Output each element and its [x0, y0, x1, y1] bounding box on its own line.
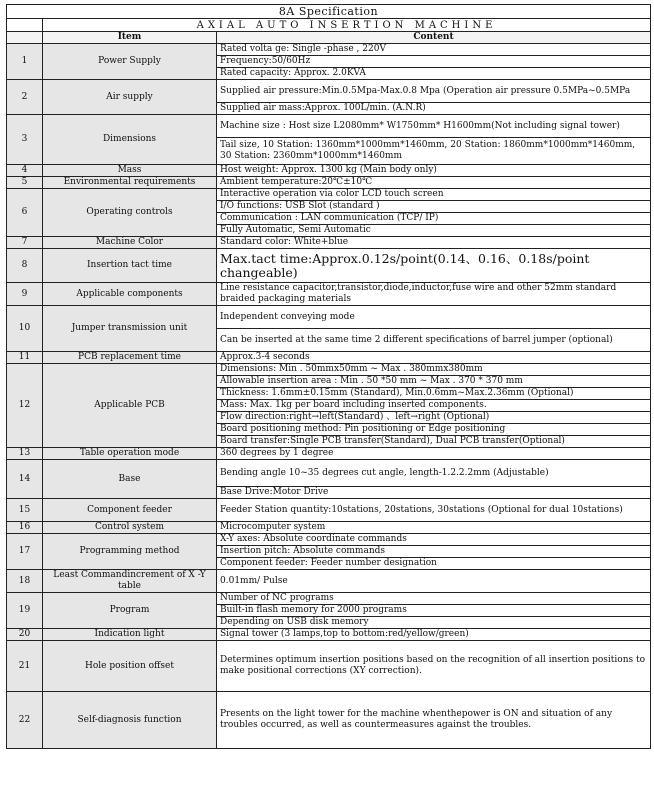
item-name: Applicable PCB — [43, 364, 217, 448]
table-row — [7, 44, 651, 56]
item-name: Control system — [43, 522, 217, 534]
item-name: Insertion tact time — [43, 249, 217, 283]
content-line: Base Drive:Motor Drive — [217, 487, 651, 499]
content-line: Number of NC programs — [217, 593, 651, 605]
item-name: Applicable components — [43, 283, 217, 306]
row-number: 19 — [7, 593, 43, 629]
content-line: Can be inserted at the same time 2 different specifications of barrel jumper (optional) — [217, 329, 651, 352]
item-name: Power Supply — [43, 44, 217, 80]
content-line: Communication : LAN communication (TCP/ IP) — [217, 213, 651, 225]
item-name: Program — [43, 593, 217, 629]
row-number: 18 — [7, 570, 43, 593]
item-name: Operating controls — [43, 189, 217, 237]
table-row — [7, 80, 651, 103]
item-name: Mass — [43, 165, 217, 177]
spec-sheet — [6, 4, 650, 749]
subtitle-spacer — [7, 19, 43, 32]
table-row — [7, 237, 651, 249]
content-line: Bending angle 10~35 degrees cut angle, length-1.2.2.2mm (Adjustable) — [217, 460, 651, 487]
content-line: X-Y axes: Absolute coordinate commands — [217, 534, 651, 546]
table-row — [7, 641, 651, 692]
table-row — [7, 249, 651, 283]
content-line: Max.tact time:Approx.0.12s/point(0.14、0.16、0.18s/point changeable) — [217, 249, 651, 283]
content-line: Fully Automatic, Semi Automatic — [217, 225, 651, 237]
table-row — [7, 593, 651, 605]
header-item: Item — [43, 32, 217, 44]
content-line: I/O functions: USB Slot (standard ) — [217, 201, 651, 213]
table-row — [7, 692, 651, 749]
item-name: Component feeder — [43, 499, 217, 522]
row-number: 10 — [7, 306, 43, 352]
content-line: Host weight: Approx. 1300 kg (Main body only) — [217, 165, 651, 177]
row-number: 21 — [7, 641, 43, 692]
content-line: Supplied air pressure:Min.0.5Mpa-Max.0.8 Mpa (Operation air pressure 0.5MPa~0.5MPa — [217, 80, 651, 103]
row-number: 16 — [7, 522, 43, 534]
item-name: Environmental requirements — [43, 177, 217, 189]
content-line: Board transfer:Single PCB transfer(Standard), Dual PCB transfer(Optional) — [217, 436, 651, 448]
row-number: 8 — [7, 249, 43, 283]
content-line: Determines optimum insertion positions based on the recognition of all insertion positions to make positional corrections (XY correction). — [217, 641, 651, 692]
content-line: Ambient temperature:20℃±10℃ — [217, 177, 651, 189]
table-row — [7, 460, 651, 487]
content-line: Interactive operation via color LCD touch screen — [217, 189, 651, 201]
item-name: Self-diagnosis function — [43, 692, 217, 749]
item-name: Table operation mode — [43, 448, 217, 460]
row-number: 9 — [7, 283, 43, 306]
row-number: 1 — [7, 44, 43, 80]
row-number: 3 — [7, 115, 43, 165]
item-name: Hole position offset — [43, 641, 217, 692]
table-row — [7, 499, 651, 522]
content-line: 0.01mm/ Pulse — [217, 570, 651, 593]
row-number: 22 — [7, 692, 43, 749]
table-row — [7, 165, 651, 177]
item-name: Least Commandincrement of X -Y table — [43, 570, 217, 593]
content-line: Tail size, 10 Station: 1360mm*1000mm*1460mm, 20 Station: 1860mm*1000mm*1460mm, 30 Station: 2360mm*1000mm*1460mm — [217, 138, 651, 165]
row-number: 7 — [7, 237, 43, 249]
row-number: 5 — [7, 177, 43, 189]
table-row — [7, 570, 651, 593]
item-name: Programming method — [43, 534, 217, 570]
content-line: Microcomputer system — [217, 522, 651, 534]
header-content: Content — [217, 32, 651, 44]
content-line: Feeder Station quantity:10stations, 20stations, 30stations (Optional for dual 10stations) — [217, 499, 651, 522]
table-row — [7, 177, 651, 189]
content-line: Built-in flash memory for 2000 programs — [217, 605, 651, 617]
content-line: Mass: Max. 1kg per board including inserted components. — [217, 400, 651, 412]
table-row — [7, 522, 651, 534]
item-name: Dimensions — [43, 115, 217, 165]
header-no — [7, 32, 43, 44]
content-line: Dimensions: Min . 50mmx50mm ~ Max . 380mmx380mm — [217, 364, 651, 376]
machine-title: AXIAL AUTO INSERTION MACHINE — [43, 19, 651, 32]
table-row — [7, 448, 651, 460]
row-number: 17 — [7, 534, 43, 570]
item-name: Air supply — [43, 80, 217, 115]
content-line: Independent conveying mode — [217, 306, 651, 329]
content-line: Depending on USB disk memory — [217, 617, 651, 629]
content-line: Allowable insertion area : Min . 50 *50 mm ~ Max . 370 * 370 mm — [217, 376, 651, 388]
item-name: Base — [43, 460, 217, 499]
content-line: Flow direction:right→left(Standard) 、left→right (Optional) — [217, 412, 651, 424]
table-row — [7, 364, 651, 376]
row-number: 2 — [7, 80, 43, 115]
row-number: 20 — [7, 629, 43, 641]
table-row — [7, 629, 651, 641]
content-line: Line resistance capacitor,transistor,diode,inductor,fuse wire and other 52mm standard braided packaging materials — [217, 283, 651, 306]
row-number: 11 — [7, 352, 43, 364]
table-row — [7, 352, 651, 364]
spec-table — [6, 4, 651, 749]
content-line: Board positioning method: Pin positioning or Edge positioning — [217, 424, 651, 436]
row-number: 6 — [7, 189, 43, 237]
content-line: Rated volta ge: Single -phase , 220V — [217, 44, 651, 56]
row-number: 4 — [7, 165, 43, 177]
table-row — [7, 283, 651, 306]
table-row — [7, 534, 651, 546]
item-name: Jumper transmission unit — [43, 306, 217, 352]
content-line: Signal tower (3 lamps,top to bottom:red/yellow/green) — [217, 629, 651, 641]
table-row — [7, 306, 651, 329]
row-number: 14 — [7, 460, 43, 499]
content-line: Thickness: 1.6mm±0.15mm (Standard), Min.0.6mm~Max.2.36mm (Optional) — [217, 388, 651, 400]
content-line: Insertion pitch: Absolute commands — [217, 546, 651, 558]
row-number: 12 — [7, 364, 43, 448]
item-name: Machine Color — [43, 237, 217, 249]
content-line: Supplied air mass:Approx. 100L/min. (A.N.R) — [217, 103, 651, 115]
content-line: Presents on the light tower for the machine whenthepower is ON and situation of any troubles occurred, as well as countermeasures against the troubles. — [217, 692, 651, 749]
row-number: 15 — [7, 499, 43, 522]
content-line: Component feeder: Feeder number designation — [217, 558, 651, 570]
table-row — [7, 189, 651, 201]
item-name: Indication light — [43, 629, 217, 641]
content-line: Standard color: White+blue — [217, 237, 651, 249]
content-line: Frequency:50/60Hz — [217, 56, 651, 68]
content-line: 360 degrees by 1 degree — [217, 448, 651, 460]
content-line: Rated capacity: Approx. 2.0KVA — [217, 68, 651, 80]
content-line: Machine size : Host size L2080mm* W1750mm* H1600mm(Not including signal tower) — [217, 115, 651, 138]
content-line: Approx.3-4 seconds — [217, 352, 651, 364]
row-number: 13 — [7, 448, 43, 460]
item-name: PCB replacement time — [43, 352, 217, 364]
table-row — [7, 115, 651, 138]
page-title: 8A Specification — [7, 5, 651, 19]
